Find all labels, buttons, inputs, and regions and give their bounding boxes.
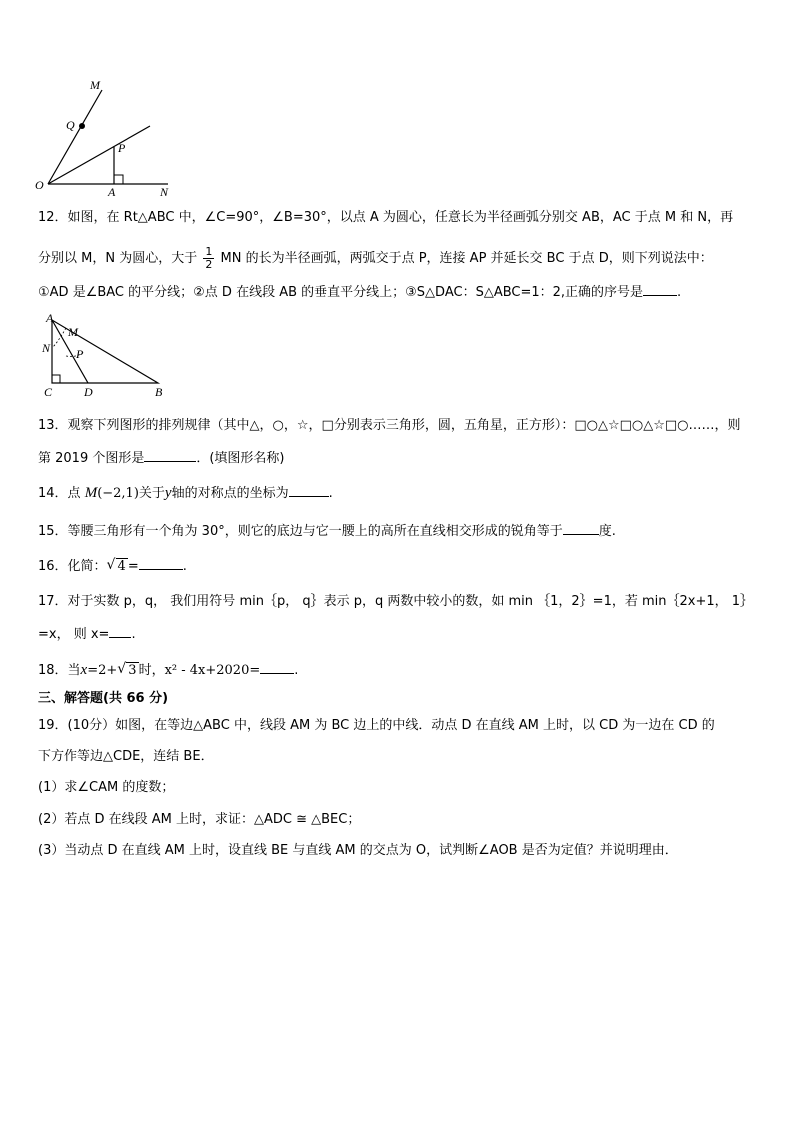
q14-end: .	[328, 486, 333, 501]
fraction-half	[203, 246, 214, 271]
q18-prefix: 18．当	[38, 663, 81, 678]
point-q	[79, 123, 85, 129]
figure-angle-mon	[30, 76, 180, 198]
q19-sub3: (3）当动点 D 在直线 AM 上时，设直线 BE 与直线 AM 的交点为 O，试判断∠AOB 是否为定值？并说明理由．	[38, 843, 678, 858]
q18-line	[38, 661, 298, 679]
label-c2: C	[44, 385, 53, 399]
section-heading: 三、解答题(共 66 分)	[38, 691, 169, 706]
ray-op	[48, 126, 150, 184]
q17-line2	[38, 625, 136, 643]
label-a2: A	[46, 311, 54, 325]
label-d2: D	[84, 385, 93, 399]
q19-line2: 下方作等边△CDE，连结 BE．	[38, 749, 214, 764]
fraction-numerator: 1	[205, 245, 213, 258]
q19-sub2: (2）若点 D 在线段 AM 上时，求证：△ADC ≅ △BEC；	[38, 812, 361, 827]
q16-prefix: 16．化简：	[38, 559, 107, 574]
fraction-denominator: 2	[205, 258, 213, 271]
label-m2: M	[68, 325, 78, 339]
q16-eq: =	[127, 559, 139, 574]
q14-line	[38, 484, 333, 502]
q18-var: x	[80, 662, 88, 678]
label-q: Q	[66, 118, 75, 132]
q12-answer-blank	[643, 283, 677, 296]
label-o: O	[35, 178, 44, 192]
label-n: N	[160, 185, 169, 198]
q13-line2-a: 第 2019 个图形是	[38, 451, 145, 466]
q17-line2-b: .	[131, 627, 136, 642]
q14-coords: (−2,1)	[97, 486, 139, 501]
right-angle-mark	[114, 175, 123, 184]
q17-line1: 17．对于实数 p，q， 我们用符号 min｛p， q｝表示 p，q 两数中较小的数，如 min ｛1，2｝=1，若 min｛2x+1， 1｝	[38, 594, 754, 609]
q13-line1: 13．观察下列图形的排列规律（其中△，○，☆，□分别表示三角形，圆，五角星，正方形）：□○△☆□○△☆□○……，则	[38, 418, 741, 433]
q16-radicand: 4	[117, 559, 126, 574]
q18-mid: 时，x² - 4x+2020=	[138, 663, 261, 678]
q15-answer-blank	[563, 522, 599, 535]
q17-line2-a: =x， 则 x=	[38, 627, 110, 642]
q18-radicand: 3	[128, 663, 137, 678]
q12-line2-b: MN 的长为半径画弧，两弧交于点 P，连接 AP 并延长交 BC 于点 D，则下列说法中：	[220, 251, 713, 266]
q13-line2-b: ．(填图形名称)	[196, 451, 285, 466]
q16-end: .	[182, 559, 187, 574]
q14-axis: y	[164, 485, 172, 501]
q15-text: 15．等腰三角形有一个角为 30°，则它的底边与它一腰上的高所在直线相交形成的锐角等于	[38, 524, 563, 539]
q16-line	[38, 557, 187, 575]
q18-answer-blank	[260, 661, 294, 674]
sqrt-4	[107, 559, 128, 575]
figure-triangle-abc	[36, 310, 176, 400]
right-angle-mark-c	[52, 375, 60, 383]
q18-end: .	[294, 663, 299, 678]
q13-line2	[38, 449, 285, 467]
q19-sub1: (1）求∠CAM 的度数；	[38, 780, 175, 795]
q12-line1: 12．如图，在 Rt△ABC 中，∠C=90°，∠B=30°，以点 A 为圆心，任意长为半径画弧分别交 AB，AC 于点 M 和 N，再	[38, 210, 734, 225]
q14-mid: 关于	[138, 486, 165, 501]
label-b2: B	[155, 385, 163, 399]
label-p: P	[118, 141, 126, 155]
q14-point: M	[84, 485, 98, 501]
arc-mn	[52, 328, 66, 348]
q14-prefix: 14．点	[38, 486, 81, 501]
q12-line3-text: ①AD 是∠BAC 的平分线；②点 D 在线段 AB 的垂直平分线上；③S△DAC：S△ABC=1：2,正确的序号是	[38, 285, 644, 300]
label-a: A	[108, 185, 116, 198]
sqrt-3	[117, 663, 138, 679]
q12-line3-end: .	[677, 285, 682, 300]
q18-eq1: =2+	[87, 663, 118, 678]
ray-om	[48, 90, 102, 184]
q14-suffix: 轴的对称点的坐标为	[171, 486, 289, 501]
q13-answer-blank	[144, 449, 196, 462]
q12-line2	[38, 246, 713, 271]
label-m: M	[90, 78, 100, 92]
q15-line	[38, 522, 616, 540]
q14-answer-blank	[289, 484, 329, 497]
q12-line2-a: 分别以 M，N 为圆心，大于	[38, 251, 198, 266]
q12-line3	[38, 283, 681, 301]
label-p2: P	[76, 347, 84, 361]
q16-answer-blank	[139, 557, 183, 570]
label-n2: N	[42, 341, 51, 355]
q17-answer-blank	[109, 625, 131, 638]
q19-line1: 19．(10分）如图，在等边△ABC 中，线段 AM 为 BC 边上的中线．动点 D 在直线 AM 上时，以 CD 为一边在 CD 的	[38, 718, 715, 733]
q15-end: 度.	[598, 524, 616, 539]
